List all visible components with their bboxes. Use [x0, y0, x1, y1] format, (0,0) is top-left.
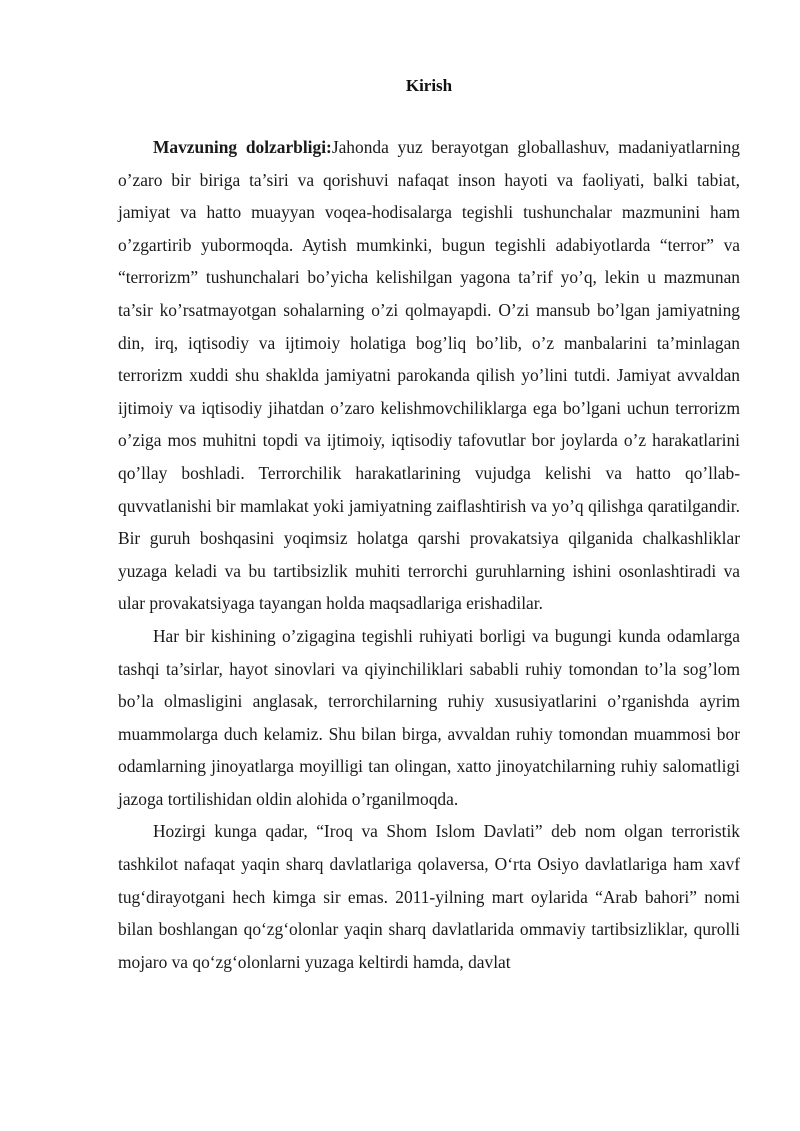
body-text: [118, 131, 740, 978]
page-title: Kirish: [405, 76, 453, 95]
paragraph-text: Jahonda yuz berayotgan globallashuv, madaniyatlarning o’zaro bir biriga ta’siri va qorishuvi nafaqat inson hayoti va faoliyati, balki tabiat, jamiyat va hatto muayyan voqea-hodisalarga tegishli tushunchalar mazmunini ham o’zgartirib yubormoqda. Aytish mumkinki, bugun tegishli adabiyotlarda “terror” va “terrorizm” tushunchalari bo’yicha kelishilgan yagona ta’rif yo’q, lekin u mazmunan ta’sir ko’rsatmayotgan sohalarning o’zi qolmayapdi. O’zi mansub bo’lgan jamiyatning din, irq, iqtisodiy va ijtimoiy holatiga bog’liq bo’lib, o’z manbalarini ta’minlagan terrorizm xuddi shu shaklda jamiyatni parokanda qilish yo’lini tutdi. Jamiyat avvaldan ijtimoiy va iqtisodiy jihatdan o’zaro kelishmovchiliklarga ega bo’lgani uchun terrorizm o’ziga mos muhitni topdi va ijtimoiy, iqtisodiy tafovutlar bor joylarda o’z harakatlarini qo’llay boshladi. Terrorchilik harakatlarining vujudga kelishi va hatto qo’llab-quvvatlanishi bir mamlakat yoki jamiyatning zaiflashtirish va yo’q qilishga qaratilgandir. Bir guruh boshqasini yoqimsiz holatga qarshi provakatsiya qilganida chalkashliklar yuzaga keladi va bu tartibsizlik muhiti terrorchi guruhlarning ishini osonlashtiradi va ular provakatsiyaga tayangan holda maqsadlariga erishadilar.: [118, 137, 740, 614]
paragraph-relevance: [118, 131, 740, 620]
paragraph-text: Hozirgi kunga qadar, “Iroq va Shom Islom Davlati” deb nom olgan terroristik tashkilot nafaqat yaqin sharq davlatlariga qolaversa, O‘rta Osiyo davlatlariga ham xavf tug‘dirayotgani hech kimga sir emas. 2011-yilning mart oylarida “Arab bahori” nomi bilan boshlangan qo‘zg‘olonlar yaqin sharq davlatlarida ommaviy tartibsizliklar, qurolli mojaro va qo‘zg‘olonlarni yuzaga keltirdi hamda, davlat: [118, 821, 740, 972]
paragraph-psychology: [118, 620, 740, 816]
paragraph-text: Har bir kishining o’zigagina tegishli ruhiyati borligi va bugungi kunda odamlarga tashqi ta’sirlar, hayot sinovlari va qiyinchiliklari sababli ruhiy tomondan to’la sog’lom bo’la olmasligini anglasak, terrorchilarning ruhiy xususiyatlarini o’rganishda ayrim muammolarga duch kelamiz. Shu bilan birga, avvaldan ruhiy tomondan muammosi bor odamlarning jinoyatlarga moyilligi tan olingan, xatto jinoyatchilarning ruhiy salomatligi jazoga tortilishidan oldin alohida o’rganilmoqda.: [118, 625, 740, 809]
paragraph-lead-heading: Mavzuning dolzarbligi:: [153, 137, 332, 157]
paragraph-isis: [118, 815, 740, 978]
